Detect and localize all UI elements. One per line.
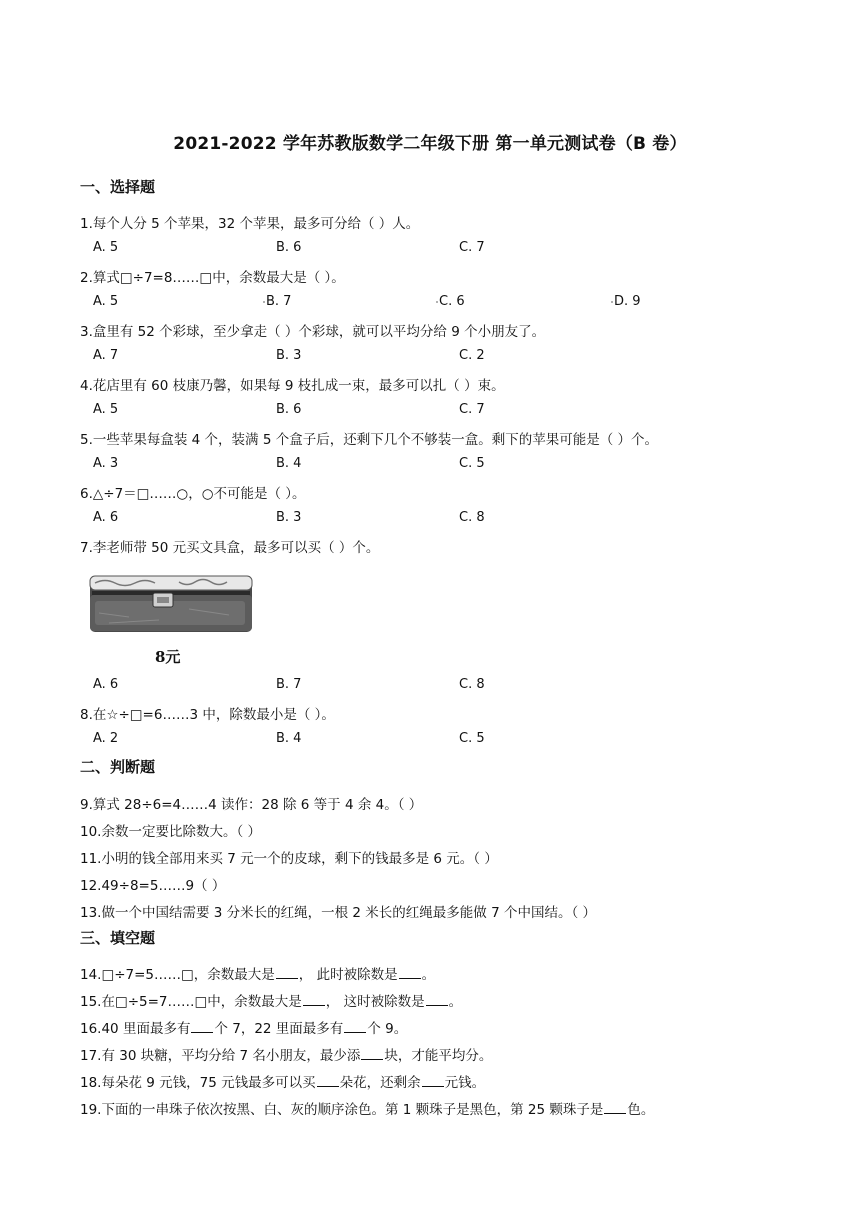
question-7: 7.李老师带 50 元买文具盒，最多可以买（ ）个。 [80, 540, 380, 556]
option-c: C. 5 [459, 731, 485, 746]
pencil-box-image [89, 573, 253, 635]
option-c: C. 5 [459, 456, 485, 471]
option-b: B. 7 [276, 677, 302, 692]
options-6 [93, 510, 793, 528]
question-14 [80, 963, 435, 983]
question-9: 9.算式 28÷6=4……4 读作：28 除 6 等于 4 余 4。（ ） [80, 797, 423, 813]
option-a: A. 6 [93, 677, 119, 692]
answer-blank[interactable] [426, 993, 448, 1006]
question-11: 11.小明的钱全部用来买 7 元一个的皮球，剩下的钱最多是 6 元。（ ） [80, 851, 498, 867]
options-8 [93, 731, 793, 749]
question-text: ， 此时被除数是 [298, 967, 398, 983]
option-c: C. 7 [459, 402, 485, 417]
question-text: 18.每朵花 9 元钱，75 元钱最多可以买 [80, 1075, 316, 1091]
question-2: 2.算式□÷7=8……□中，余数最大是（ ）。 [80, 270, 345, 286]
option-d: D. 9 [614, 294, 641, 309]
question-text: 16.40 里面最多有 [80, 1021, 191, 1037]
answer-blank[interactable] [422, 1074, 444, 1087]
option-b: B. 3 [276, 510, 302, 525]
question-text: 19.下面的一串珠子依次按黑、白、灰的顺序涂色。第 1 颗珠子是黑色，第 25 颗珠子是 [80, 1102, 604, 1118]
option-a: A. 5 [93, 402, 119, 417]
option-a: A. 6 [93, 510, 119, 525]
price-label: 8元 [155, 648, 181, 666]
option-a: A. 5 [93, 240, 119, 255]
dot-icon [263, 301, 265, 303]
question-10: 10.余数一定要比除数大。（ ） [80, 824, 262, 840]
option-a: A. 3 [93, 456, 119, 471]
answer-blank[interactable] [361, 1047, 383, 1060]
option-c: C. 7 [459, 240, 485, 255]
question-8: 8.在☆÷□=6……3 中，除数最小是（ ）。 [80, 707, 335, 723]
answer-blank[interactable] [604, 1101, 626, 1114]
question-16 [80, 1017, 407, 1037]
question-18 [80, 1071, 485, 1091]
answer-blank[interactable] [276, 966, 298, 979]
question-text: 。 [421, 967, 436, 983]
option-b: B. 7 [266, 294, 292, 309]
option-c: C. 8 [459, 677, 485, 692]
answer-blank[interactable] [399, 966, 421, 979]
option-b-wrap [263, 294, 291, 309]
question-15 [80, 990, 462, 1010]
options-3 [93, 348, 793, 366]
option-a: A. 2 [93, 731, 119, 746]
question-4: 4.花店里有 60 枝康乃馨，如果每 9 枝扎成一束，最多可以扎（ ）束。 [80, 378, 505, 394]
dot-icon [436, 301, 438, 303]
question-13: 13.做一个中国结需要 3 分米长的红绳，一根 2 米长的红绳最多能做 7 个中国结。（ ） [80, 905, 597, 921]
question-5: 5.一些苹果每盒装 4 个，装满 5 个盒子后，还剩下几个不够装一盒。剩下的苹果可能是（ ）个。 [80, 432, 659, 448]
option-b: B. 3 [276, 348, 302, 363]
options-1 [93, 240, 793, 258]
option-d-wrap [611, 294, 641, 309]
section-heading-judge: 二、判断题 [80, 758, 156, 776]
answer-blank[interactable] [191, 1020, 213, 1033]
question-17 [80, 1044, 492, 1064]
question-text: 个 9。 [367, 1021, 408, 1037]
option-c: C. 8 [459, 510, 485, 525]
options-5 [93, 456, 793, 474]
option-c: C. 2 [459, 348, 485, 363]
question-text: 色。 [627, 1102, 655, 1118]
option-c-wrap [436, 294, 465, 309]
option-b: B. 4 [276, 456, 302, 471]
section-heading-fill: 三、填空题 [80, 929, 156, 947]
question-12: 12.49÷8=5……9（ ） [80, 878, 226, 894]
dot-icon [611, 301, 613, 303]
option-a: A. 7 [93, 348, 119, 363]
question-text: 元钱。 [444, 1075, 486, 1091]
question-text: 个 7，22 里面最多有 [214, 1021, 344, 1037]
option-b: B. 6 [276, 402, 302, 417]
question-text: 块，才能平均分。 [384, 1048, 493, 1064]
question-text: 17.有 30 块糖，平均分给 7 名小朋友，最少添 [80, 1048, 361, 1064]
answer-blank[interactable] [317, 1074, 339, 1087]
page-title: 2021-2022 学年苏教版数学二年级下册 第一单元测试卷（B 卷） [173, 134, 687, 154]
question-text: 14.□÷7=5……□，余数最大是 [80, 967, 275, 983]
options-4 [93, 402, 793, 420]
options-2 [93, 294, 793, 312]
answer-blank[interactable] [303, 993, 325, 1006]
question-text: 朵花，还剩余 [339, 1075, 421, 1091]
question-6: 6.△÷7＝□……○，○不可能是（ ）。 [80, 486, 306, 502]
option-b: B. 4 [276, 731, 302, 746]
question-text: 。 [448, 994, 463, 1010]
question-3: 3.盒里有 52 个彩球，至少拿走（ ）个彩球，就可以平均分给 9 个小朋友了。 [80, 324, 546, 340]
option-a: A. 5 [93, 294, 119, 309]
section-heading-choice: 一、选择题 [80, 178, 156, 196]
option-b: B. 6 [276, 240, 302, 255]
question-text: ， 这时被除数是 [325, 994, 425, 1010]
question-19 [80, 1098, 654, 1118]
question-1: 1.每个人分 5 个苹果，32 个苹果，最多可分给（ ）人。 [80, 216, 420, 232]
answer-blank[interactable] [344, 1020, 366, 1033]
options-7 [93, 677, 793, 695]
question-text: 15.在□÷5=7……□中，余数最大是 [80, 994, 302, 1010]
option-c: C. 6 [439, 294, 465, 309]
